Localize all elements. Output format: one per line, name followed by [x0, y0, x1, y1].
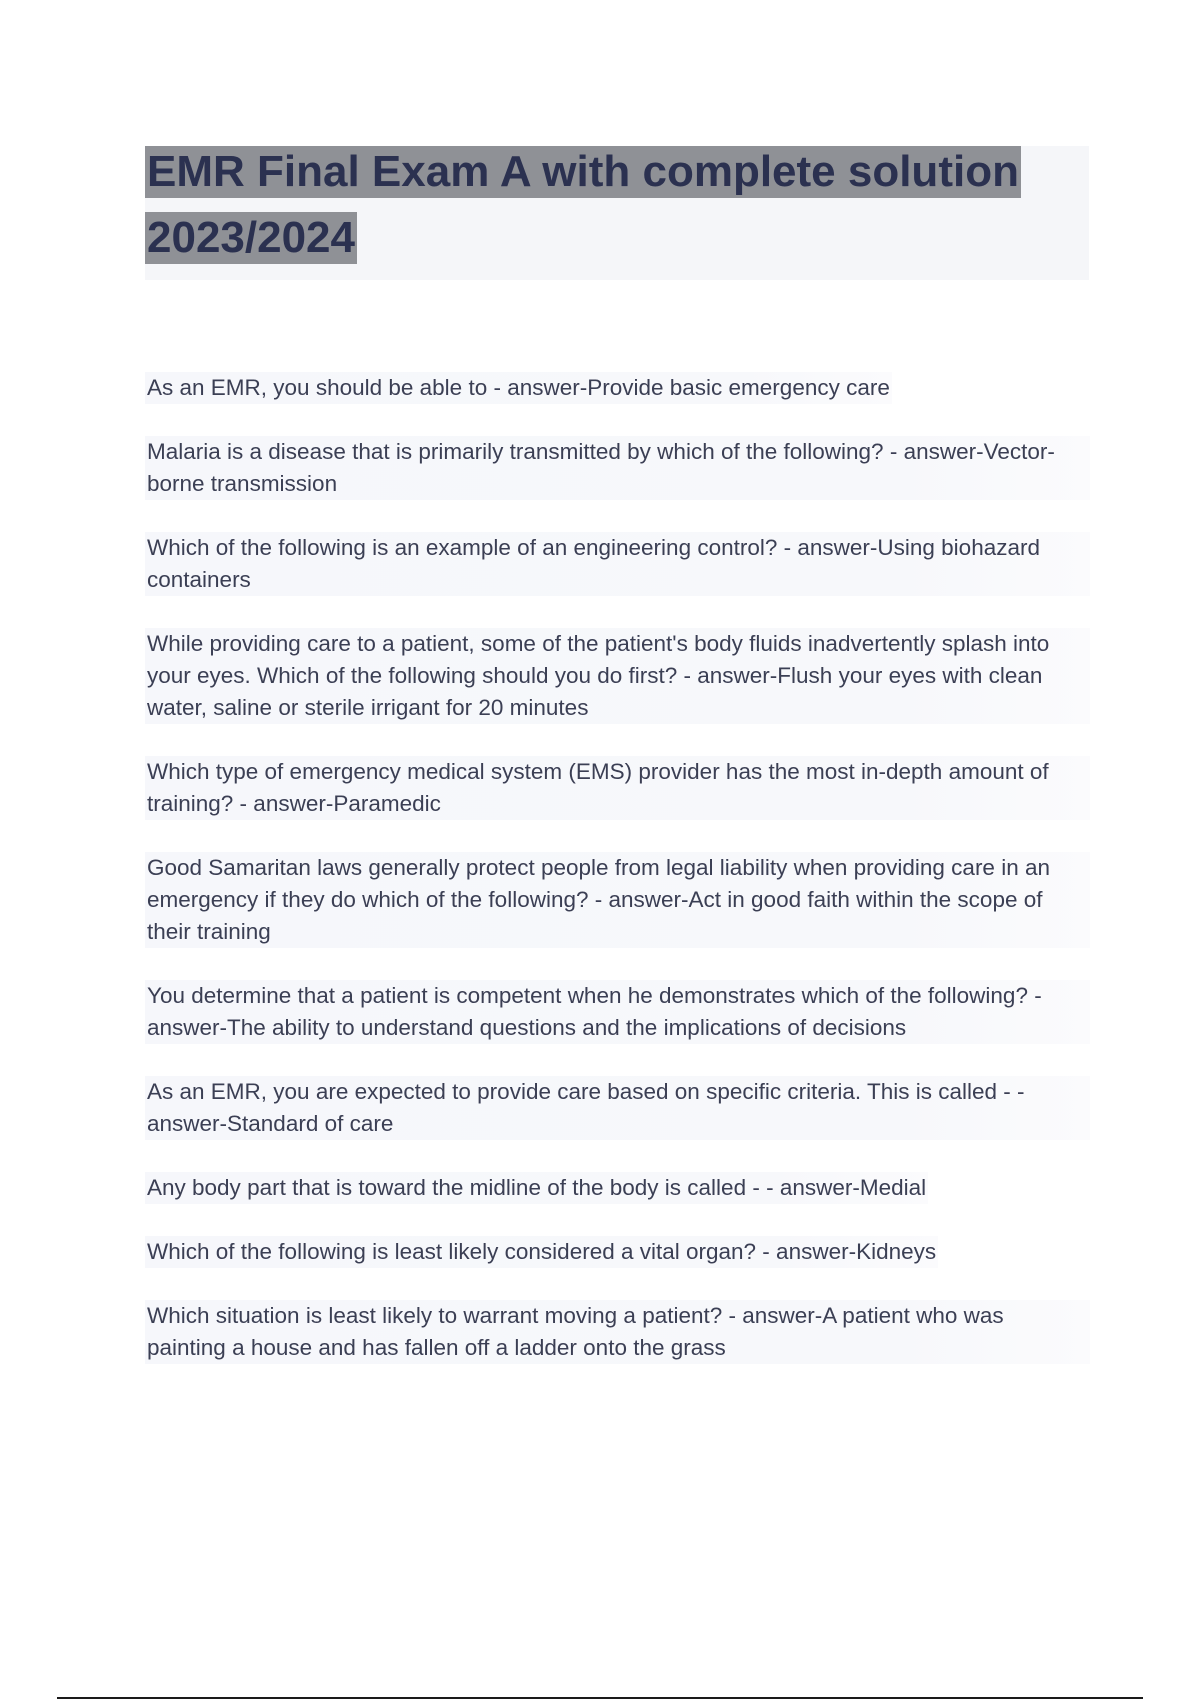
- qa-item-2: Malaria is a disease that is primarily transmitted by which of the following? - answer-Vector-borne transmission: [145, 436, 1090, 500]
- qa-item-10: Which of the following is least likely considered a vital organ? - answer-Kidneys: [145, 1236, 938, 1268]
- qa-item-11: Which situation is least likely to warrant moving a patient? - answer-A patient who was painting a house and has fallen off a ladder onto the grass: [145, 1300, 1090, 1364]
- qa-item-3: Which of the following is an example of an engineering control? - answer-Using biohazard containers: [145, 532, 1090, 596]
- qa-item-6: Good Samaritan laws generally protect people from legal liability when providing care in an emergency if they do which of the following? - answer-Act in good faith within the scope of their training: [145, 852, 1090, 948]
- qa-item-1: As an EMR, you should be able to - answer-Provide basic emergency care: [145, 372, 892, 404]
- qa-item-9: Any body part that is toward the midline of the body is called - - answer-Medial: [145, 1172, 928, 1204]
- qa-item-8: As an EMR, you are expected to provide care based on specific criteria. This is called - - answer-Standard of care: [145, 1076, 1090, 1140]
- title-line-1: EMR Final Exam A with complete solution: [147, 147, 1019, 196]
- qa-item-5: Which type of emergency medical system (EMS) provider has the most in-depth amount of training? - answer-Paramedic: [145, 756, 1090, 820]
- document-title: [145, 146, 1089, 280]
- qa-item-4: While providing care to a patient, some of the patient's body fluids inadvertently splash into your eyes. Which of the following should you do first? - answer-Flush your eyes with clean water, saline or sterile irrigant for 20 minutes: [145, 628, 1090, 724]
- qa-item-7: You determine that a patient is competent when he demonstrates which of the following? - answer-The ability to understand questions and the implications of decisions: [145, 980, 1090, 1044]
- question-answer-list: [145, 372, 1090, 1396]
- title-line-2: 2023/2024: [147, 213, 355, 262]
- page-bottom-divider: [57, 1697, 1143, 1699]
